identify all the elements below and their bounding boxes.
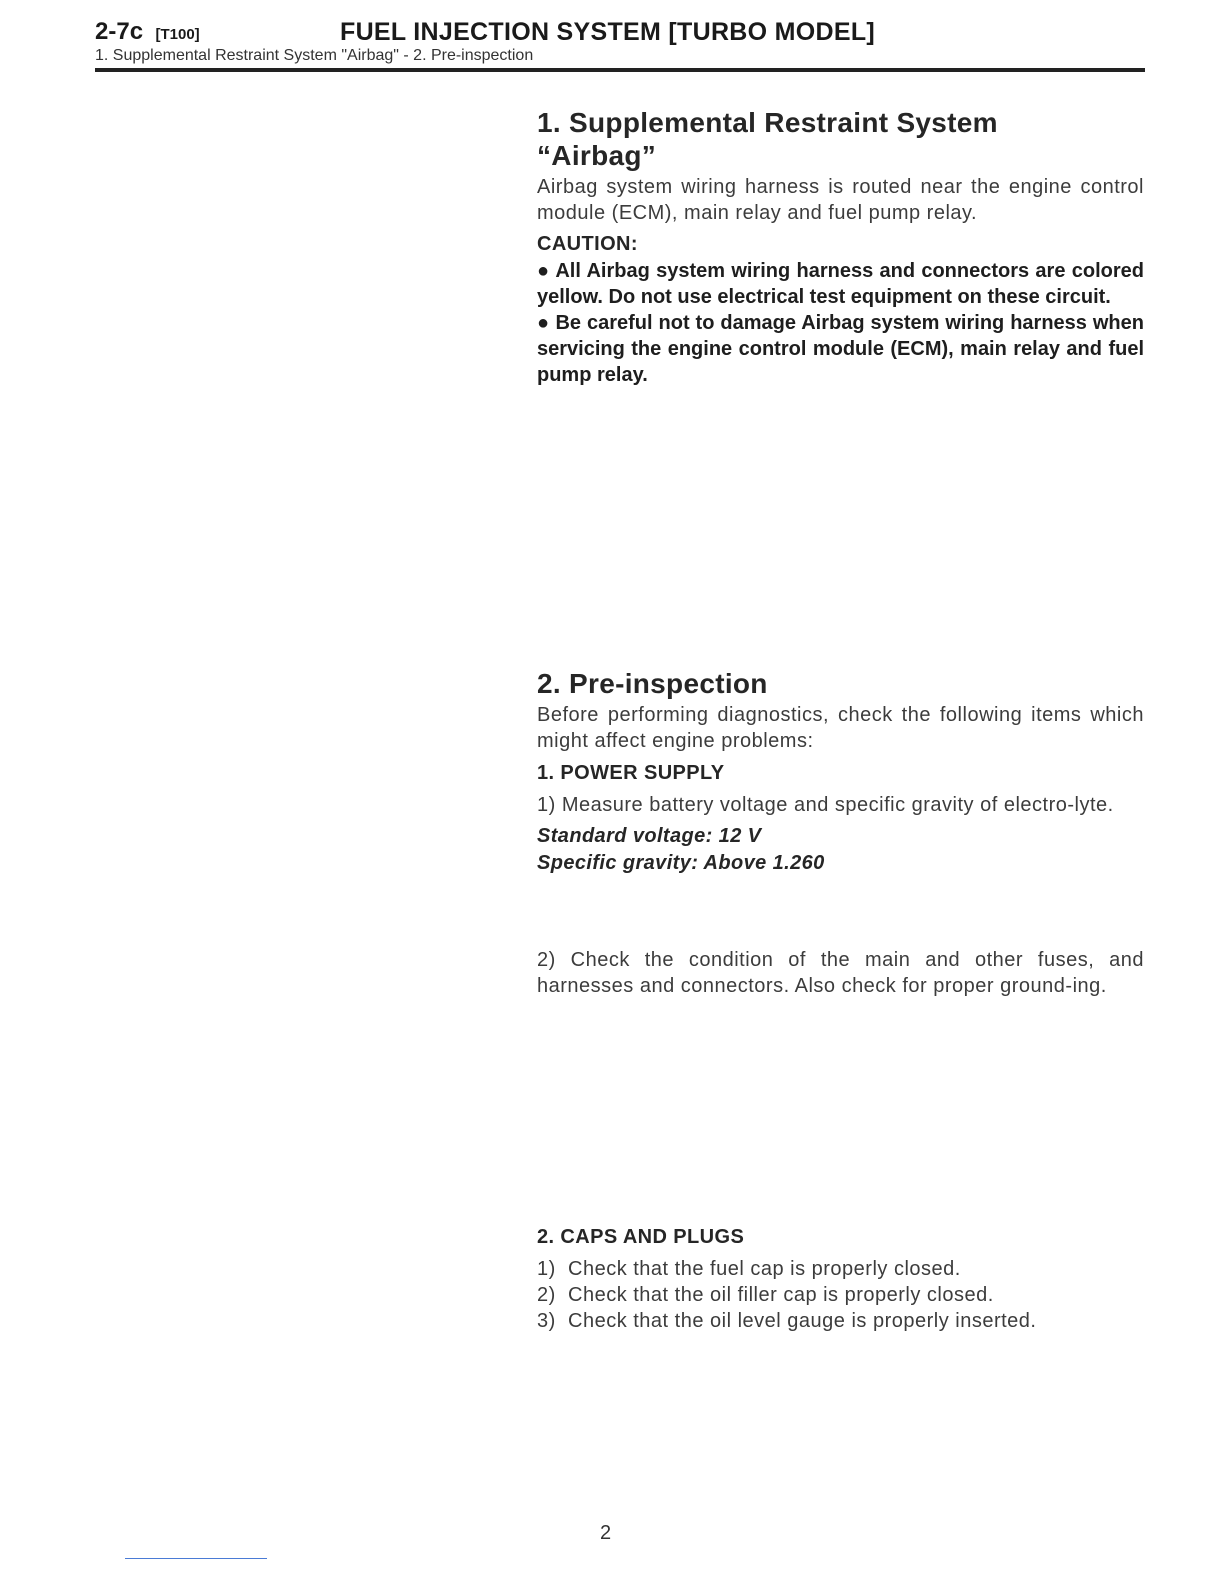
spec-voltage: Standard voltage: 12 V [537, 825, 762, 847]
page-number: 2 [600, 1522, 612, 1544]
caution-item [537, 310, 1144, 388]
section-intro: Before performing diagnostics, check the following items which might affect engine problems: [537, 704, 1144, 752]
caution-item [537, 258, 1144, 310]
section-title: 2. Pre-inspection [537, 668, 768, 699]
caution-text: Be careful not to damage Airbag system wiring harness when servicing the engine control module (ECM), main relay and fuel pump relay. [537, 312, 1144, 386]
item-number: 2) [537, 1284, 556, 1306]
section-intro: Airbag system wiring harness is routed near the engine control module (ECM), main relay and fuel pump relay. [537, 176, 1144, 224]
section-code: 2-7c [95, 18, 144, 45]
section-airbag [537, 106, 1144, 388]
header-rule [95, 68, 1145, 72]
list-item [537, 1256, 1144, 1282]
caution-label: CAUTION: [537, 233, 638, 255]
model-ref: [T100] [155, 26, 200, 43]
subsection-heading: 2. CAPS AND PLUGS [537, 1226, 745, 1248]
bullet-icon: ● [537, 260, 550, 282]
subsection-heading: 1. POWER SUPPLY [537, 762, 725, 784]
section-pre-inspection [537, 667, 1144, 877]
power-supply-step2 [537, 947, 1144, 999]
bullet-icon: ● [537, 312, 550, 334]
page-code [95, 18, 200, 46]
footer-link-underline [125, 1558, 267, 1559]
item-number: 3) [537, 1310, 556, 1332]
item-text: Check that the fuel cap is properly closed. [568, 1258, 961, 1280]
spec-gravity: Specific gravity: Above 1.260 [537, 852, 825, 874]
section-title-line2: “Airbag” [537, 140, 657, 171]
item-text: Check that the oil filler cap is properly closed. [568, 1284, 994, 1306]
list-item [537, 1308, 1144, 1334]
caps-list [537, 1256, 1144, 1334]
step-text: 2) Check the condition of the main and other fuses, and harnesses and connectors. Also check for proper ground-ing. [537, 949, 1144, 997]
page-header-title: FUEL INJECTION SYSTEM [TURBO MODEL] [340, 18, 876, 46]
step-text: 1) Measure battery voltage and specific gravity of electro-lyte. [537, 794, 1114, 816]
section-title-line1: 1. Supplemental Restraint System [537, 107, 998, 138]
item-text: Check that the oil level gauge is properly inserted. [568, 1310, 1037, 1332]
item-number: 1) [537, 1258, 556, 1280]
list-item [537, 1282, 1144, 1308]
caution-text: All Airbag system wiring harness and connectors are colored yellow. Do not use electrical test equipment on these circuit. [537, 260, 1144, 308]
subsection-caps-plugs [537, 1224, 1144, 1334]
breadcrumb: 1. Supplemental Restraint System "Airbag" - 2. Pre-inspection [95, 47, 534, 64]
section-title [537, 106, 1144, 172]
